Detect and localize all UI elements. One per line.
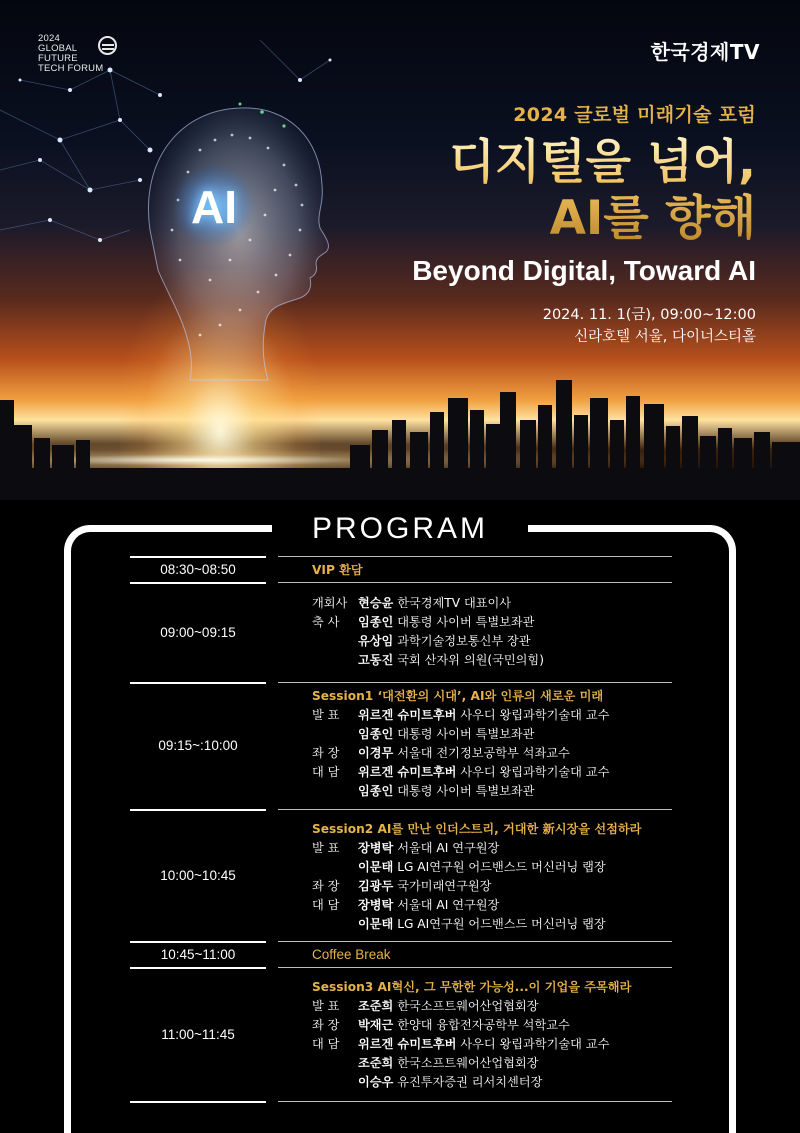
schedule-row [130,967,672,1101]
globe-icon [98,36,117,55]
schedule-row [130,582,672,682]
ai-badge: AI [191,181,237,233]
row-divider [278,941,672,942]
event-title-english: Beyond Digital, Toward AI [412,255,756,286]
title-block [356,96,756,348]
event-subtitle: 2024 글로벌 미래기술 포럼 [513,104,756,126]
speaker-line: 대 담 장병탁 서울대 AI 연구원장 [312,898,500,912]
schedule-content [312,561,672,580]
speaker-line: 발 표 장병탁 서울대 AI 연구원장 [312,841,500,855]
speaker-line: 고동진 국회 산자위 의원(국민의힘) [358,653,544,667]
broadcaster-logo: 한국경제TV [650,40,760,64]
speaker-line: 발 표 조준희 한국소프트웨어산업협회장 [312,999,539,1013]
session-title: VIP 환담 [312,563,363,577]
city-skyline [0,380,800,500]
hero-banner [0,0,800,500]
speaker-line: 임종인 대통령 사이버 특별보좌관 [358,727,535,741]
speaker-line: 좌 장 김광두 국가미래연구원장 [312,879,492,893]
speaker-line: 임종인 대통령 사이버 특별보좌관 [358,784,535,798]
schedule-content [312,820,672,934]
schedule-time: 09:15~:10:00 [158,738,238,753]
row-divider [278,582,672,583]
schedule-time: 09:00~09:15 [160,624,236,640]
schedule-content [312,687,672,801]
schedule-time: 10:45~11:00 [160,946,236,962]
forum-logo-line: TECH FORUM [38,63,104,74]
forum-logo-year: 2024 [38,33,60,44]
forum-logo-line: FUTURE [38,53,78,64]
speaker-line: 이문태 LG AI연구원 어드밴스드 머신러닝 랩장 [358,860,606,874]
speaker-line: 이문태 LG AI연구원 어드밴스드 머신러닝 랩장 [358,917,606,931]
forum-logo [38,34,128,76]
schedule-row [130,682,672,809]
schedule-row [130,809,672,941]
schedule-time: 08:30~08:50 [160,561,236,577]
program-title: PROGRAM [272,507,528,551]
event-title [356,135,756,247]
row-divider [278,967,672,968]
speaker-line: 좌 장 이경무 서울대 전기정보공학부 석좌교수 [312,746,570,760]
speaker-line: 대 담 위르겐 슈미트후버 사우디 왕립과학기술대 교수 [312,765,610,779]
speaker-line: 조준희 한국소프트웨어산업협회장 [358,1056,539,1070]
speaker-line: 이승우 유진투자증권 리서치센터장 [358,1075,543,1089]
session-title: Session2 AI를 만난 인더스트리, 거대한 新시장을 선점하라 [312,822,642,836]
session-title: Session3 AI혁신, 그 무한한 가능성...이 기업을 주목해라 [312,980,632,994]
speaker-line: 대 담 위르겐 슈미트후버 사우디 왕립과학기술대 교수 [312,1037,610,1051]
schedule-content [312,594,672,670]
speaker-line: 발 표 위르겐 슈미트후버 사우디 왕립과학기술대 교수 [312,708,610,722]
event-title-line1: 디지털을 넘어, [449,135,756,190]
session-title: Session1 ‘대전환의 시대’, AI와 인류의 새로운 미래 [312,689,604,703]
event-date-time: 2024. 11. 1(금), 09:00~12:00 [542,307,756,323]
coffee-break-label: Coffee Break [312,947,391,962]
event-meta [356,304,756,348]
speaker-line: 좌 장 박재근 한양대 융합전자공학부 석학교수 [312,1018,570,1032]
event-title-line2: AI를 향해 [549,191,756,246]
schedule-row [130,556,672,582]
row-divider [278,682,672,683]
forum-logo-line: GLOBAL [38,43,78,54]
row-divider [278,556,672,557]
speaker-line: 유상임 과학기술정보통신부 장관 [358,634,531,648]
row-divider [130,1101,266,1103]
ai-head [148,108,328,380]
schedule-content [312,978,672,1092]
speaker-line: 축 사 임종인 대통령 사이버 특별보좌관 [312,615,535,629]
schedule-row [130,941,672,967]
row-divider [278,809,672,810]
event-venue: 신라호텔 서울, 다이너스티홀 [574,329,756,345]
speaker-line: 개회사 현승윤 한국경제TV 대표이사 [312,596,512,610]
row-divider [278,1101,672,1102]
schedule-content [312,945,672,964]
schedule-time: 11:00~11:45 [161,1026,235,1042]
schedule-time: 10:00~10:45 [160,867,236,883]
